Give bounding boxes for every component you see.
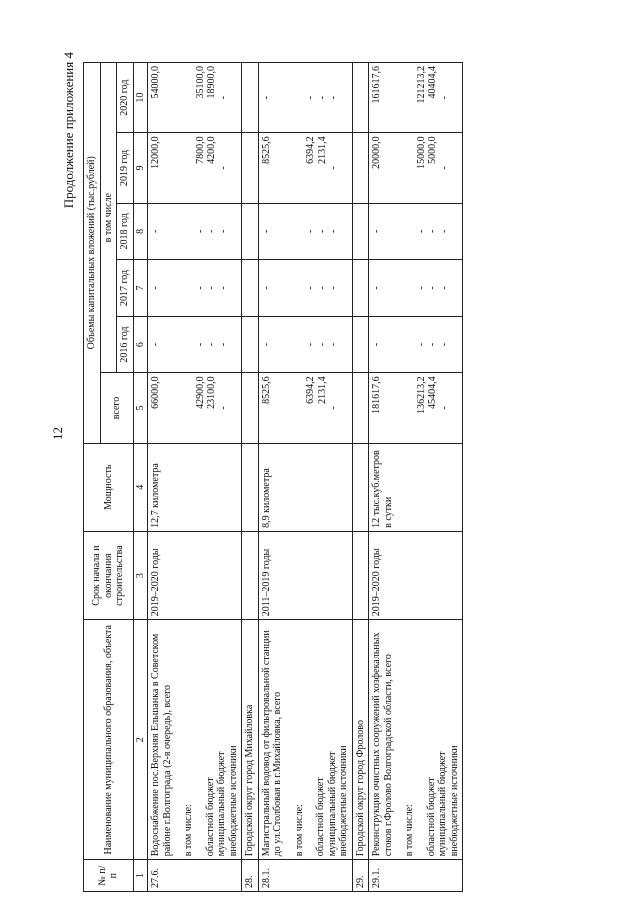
row-2017 — [258, 260, 352, 317]
row-2017 — [148, 260, 242, 317]
value: 121213,2 — [415, 66, 427, 104]
value: 161617,6 — [371, 66, 382, 104]
row-num: 28.1. — [258, 860, 352, 892]
header-year: 2017 год — [117, 260, 134, 317]
value: - — [150, 342, 161, 347]
value: - — [217, 342, 229, 347]
value: - — [438, 229, 450, 234]
value: - — [371, 342, 382, 347]
row-capacity: 8,9 километра — [258, 443, 352, 531]
col-index: 5 — [133, 373, 148, 443]
col-index: 1 — [133, 860, 148, 892]
header-term: Срок начала и окончания строительства — [84, 531, 134, 619]
value: - — [438, 96, 450, 100]
value: - — [305, 286, 316, 290]
value: - — [328, 286, 339, 290]
header-total: всего — [100, 373, 133, 443]
value: 5000,0 — [427, 136, 438, 164]
row-2020 — [258, 63, 352, 133]
header-name: Наименование муниципального образования, объекта — [84, 620, 134, 860]
header-num: № п/п — [84, 860, 134, 892]
value: - — [371, 229, 382, 234]
row-total — [258, 373, 352, 443]
row-num: 29.1. — [369, 860, 463, 892]
value: 2131,4 — [316, 136, 328, 164]
source-offbudget: внебюджетные источники — [448, 745, 460, 857]
column-index-row — [133, 63, 148, 892]
object-name: Водоснабжение пос.Верхняя Ельшанка в Советском районе г.Волгограда (2-я очередь), всего — [150, 633, 173, 857]
value: 2131,4 — [316, 376, 328, 404]
source-municipal: муниципальный бюджет — [437, 751, 448, 857]
row-2019 — [258, 133, 352, 203]
value: - — [305, 96, 316, 100]
row-name — [258, 620, 352, 860]
row-2016 — [369, 316, 463, 373]
value: - — [217, 286, 229, 290]
table-row — [242, 63, 259, 892]
col-index: 2 — [133, 620, 148, 860]
value: - — [206, 342, 217, 347]
value: 42900,0 — [194, 376, 206, 409]
value: - — [217, 229, 229, 234]
row-name: Городской округ город Фролово — [352, 620, 369, 860]
value: - — [150, 229, 161, 234]
row-name: Городской округ город Михайловка — [242, 620, 259, 860]
header-including: в том числе — [100, 63, 117, 373]
value: 20000,0 — [371, 136, 382, 169]
capital-investment-table — [83, 62, 463, 892]
value: - — [194, 342, 206, 347]
value: - — [206, 286, 217, 290]
value: - — [438, 286, 450, 290]
value: - — [260, 286, 272, 290]
value: 35100,0 — [194, 66, 206, 99]
row-2016 — [148, 316, 242, 373]
row-capacity: 12 тыс.куб.метров в сутки — [369, 443, 463, 531]
value: 12000,0 — [150, 136, 161, 169]
row-term: 2019–2020 годы — [148, 531, 242, 619]
row-num: 28. — [242, 860, 259, 892]
value: - — [217, 96, 229, 100]
col-index: 6 — [133, 316, 148, 373]
value: 136213,2 — [415, 376, 427, 414]
source-municipal: муниципальный бюджет — [326, 751, 338, 857]
object-name: Реконструкция очистных сооружений хозфекальных стоков г.Фролово Волгоградской области, всего — [371, 632, 394, 857]
row-2020 — [369, 63, 463, 133]
header-year: 2019 год — [117, 133, 134, 203]
value: - — [194, 229, 206, 234]
row-total — [148, 373, 242, 443]
value: - — [328, 166, 339, 170]
value: - — [217, 166, 229, 170]
row-2019 — [369, 133, 463, 203]
value: 40404,4 — [427, 66, 438, 99]
value: - — [328, 406, 339, 410]
col-index: 8 — [133, 203, 148, 260]
value: - — [217, 406, 229, 410]
row-2019 — [148, 133, 242, 203]
source-regional: областной бюджет — [204, 777, 216, 857]
row-2017 — [369, 260, 463, 317]
value: - — [328, 229, 339, 234]
row-term: 2019–2020 годы — [369, 531, 463, 619]
row-name — [148, 620, 242, 860]
value: 6394,2 — [305, 136, 316, 164]
row-term: 2011–2019 годы — [258, 531, 352, 619]
including-label: в том числе: — [183, 804, 194, 857]
row-total — [369, 373, 463, 443]
value: - — [260, 96, 272, 100]
value: - — [260, 229, 272, 234]
including-label: в том числе: — [404, 804, 415, 857]
row-capacity: 12,7 километра — [148, 443, 242, 531]
header-year: 2020 год — [117, 63, 134, 133]
col-index: 7 — [133, 260, 148, 317]
row-num: 27.6. — [148, 860, 242, 892]
table-row — [352, 63, 369, 892]
value: - — [438, 342, 450, 347]
col-index: 3 — [133, 531, 148, 619]
value: - — [415, 342, 427, 347]
rotated-table-page — [58, 42, 588, 892]
including-label: в том числе: — [293, 804, 305, 857]
row-2018 — [369, 203, 463, 260]
col-index: 9 — [133, 133, 148, 203]
value: - — [438, 166, 450, 170]
value: - — [438, 406, 450, 410]
value: 23100,0 — [206, 376, 217, 409]
value: - — [415, 229, 427, 234]
source-offbudget: внебюджетные источники — [338, 745, 349, 857]
value: - — [316, 96, 328, 100]
value: - — [427, 229, 438, 234]
source-municipal: муниципальный бюджет — [216, 751, 227, 857]
value: - — [316, 342, 328, 347]
value: - — [206, 229, 217, 234]
object-name: Магистральный водовод от фильтровальной станции до ул.Столбовая в г.Михайловка, всего — [260, 630, 283, 857]
row-2020 — [148, 63, 242, 133]
value: - — [305, 342, 316, 347]
value: - — [415, 286, 427, 290]
value: 66000,0 — [150, 376, 161, 409]
value: - — [150, 286, 161, 290]
value: - — [371, 286, 382, 290]
value: - — [316, 229, 328, 234]
appendix-note: Продолжение приложения 4 — [61, 52, 76, 209]
header-capacity: Мощность — [84, 443, 134, 531]
row-2018 — [148, 203, 242, 260]
value: - — [427, 342, 438, 347]
table-row — [369, 63, 463, 892]
col-index: 10 — [133, 63, 148, 133]
row-2018 — [258, 203, 352, 260]
source-regional: областной бюджет — [315, 777, 326, 857]
table-row — [258, 63, 352, 892]
value: - — [305, 229, 316, 234]
col-index: 4 — [133, 443, 148, 531]
header-year: 2016 год — [117, 316, 134, 373]
header-year: 2018 год — [117, 203, 134, 260]
value: - — [316, 286, 328, 290]
value: - — [194, 286, 206, 290]
value: 54000,0 — [150, 66, 161, 99]
value: 18900,0 — [206, 66, 217, 99]
table-row — [148, 63, 242, 892]
value: 8525,6 — [260, 376, 272, 404]
source-offbudget: внебюджетные источники — [227, 745, 239, 857]
value: - — [328, 342, 339, 347]
row-num: 29. — [352, 860, 369, 892]
value: - — [427, 286, 438, 290]
value: 8525,6 — [260, 136, 272, 164]
value: 15000,0 — [415, 136, 427, 169]
value: - — [328, 96, 339, 100]
page-number: 12 — [50, 427, 65, 440]
value: 4200,0 — [206, 136, 217, 164]
row-name — [369, 620, 463, 860]
source-regional: областной бюджет — [425, 777, 437, 857]
header-row-1 — [84, 63, 101, 892]
row-2016 — [258, 316, 352, 373]
header-volumes: Объемы капитальных вложений (тыс.рублей) — [84, 63, 101, 444]
value: 6394,2 — [305, 376, 316, 404]
value: 181617,6 — [371, 376, 382, 414]
value: 7800,0 — [194, 136, 206, 164]
value: 45404,4 — [427, 376, 438, 409]
value: - — [260, 342, 272, 347]
